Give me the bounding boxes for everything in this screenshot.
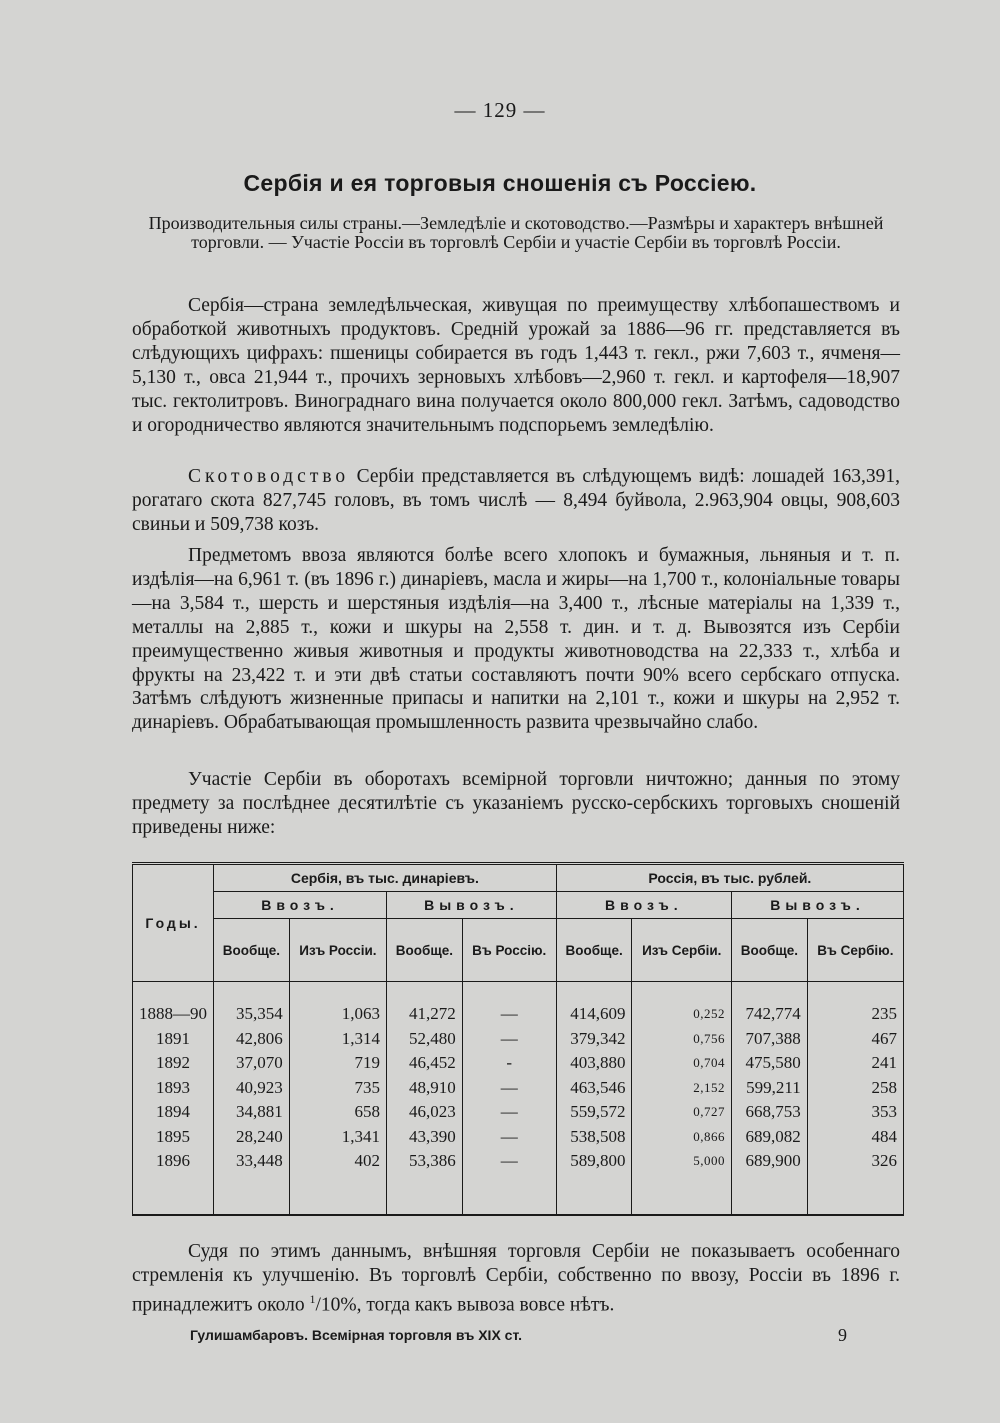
paragraph-text: Предметомъ ввоза являются болѣе всего хлопокъ и бумажныя, льняныя и т. п. издѣлія—на 6,961 т. (въ 1896 г.) динаріевъ, масла и жиры—на 1,700 т., колоніальные товары—на 3,584 т., шерсть и шерстяныя издѣлія—на 3,400 т., лѣсные матеріалы на 1,339 т., металлы на 2,885 т., кожи и шкуры на 2,558 т. дин. и т. д. Вывозятся изъ Сербіи преимущественно живыя животныя и продукты животноводства на 22,333 т., хлѣба и фрукты на 23,422 т. и эти двѣ статьи составляютъ почти 90% всего сербскаго отпуска. Затѣмъ слѣдуютъ жизненные припасы и напитки на 2,101 т., кожи и шкуры на 2,952 т. динаріевъ. Обрабатывающая промышленность развита чрезвычайно слабо. [132,545,900,734]
cell-serbia-import-from-russia: 402 [289,1149,386,1174]
cell-serbia-export-total: 41,272 [387,1002,463,1027]
cell-russia-import-total: 379,342 [556,1027,632,1052]
header-serbia-import-from-russia: Изъ Россіи. [289,919,386,982]
cell-year: 1888—90 [133,1002,214,1027]
cell-serbia-import-from-russia: 1,063 [289,1002,386,1027]
cell-serbia-import-from-russia: 719 [289,1051,386,1076]
cell-serbia-import-total: 35,354 [214,1002,290,1027]
header-serbia-export-to-russia: Въ Россію. [462,919,556,982]
cell-year: 1891 [133,1027,214,1052]
cell-russia-import-total: 414,609 [556,1002,632,1027]
cell-russia-export-to-serbia: 258 [807,1076,903,1101]
cell-russia-export-to-serbia: 235 [807,1002,903,1027]
table-row [133,1100,904,1125]
cell-serbia-import-from-russia: 658 [289,1100,386,1125]
cell-russia-export-to-serbia: 467 [807,1027,903,1052]
cell-serbia-export-to-russia: — [462,1100,556,1125]
paragraph-text: Участіе Сербіи въ оборотахъ всемірной торговли ничтожно; данныя по этому предмету за послѣднее десятилѣтіе съ указаніемъ русско-сербскихъ торговыхъ сношеній приведены ниже: [132,769,900,838]
page-number: — 129 — [454,98,546,122]
sheet-number: 9 [838,1325,847,1345]
header-serbia-import-total: Вообще. [214,919,290,982]
cell-serbia-export-to-russia: — [462,1027,556,1052]
table-row [133,1076,904,1101]
cell-serbia-import-total: 34,881 [214,1100,290,1125]
cell-russia-export-to-serbia: 353 [807,1100,903,1125]
cell-russia-import-from-serbia: 0,727 [632,1100,732,1125]
cell-serbia-export-total: 43,390 [387,1125,463,1150]
table-row [133,1125,904,1150]
cell-serbia-import-from-russia: 1,341 [289,1125,386,1150]
cell-year: 1892 [133,1051,214,1076]
cell-serbia-export-total: 46,452 [387,1051,463,1076]
cell-serbia-export-total: 53,386 [387,1149,463,1174]
cell-russia-import-total: 463,546 [556,1076,632,1101]
table-body [133,982,904,1215]
cell-serbia-import-from-russia: 735 [289,1076,386,1101]
paragraph-imports-exports [132,544,900,735]
cell-serbia-export-to-russia: — [462,1149,556,1174]
table-spacer [133,982,904,1003]
paragraph-livestock [132,465,900,537]
paragraph-text [132,1240,900,1317]
cell-serbia-export-to-russia: — [462,1076,556,1101]
cell-serbia-import-total: 40,923 [214,1076,290,1101]
cell-russia-import-total: 538,508 [556,1125,632,1150]
emphasis-term: Скотоводство [188,466,350,487]
header-serbia-import: Ввозъ. [214,892,387,919]
cell-russia-export-total: 668,753 [732,1100,808,1125]
paragraph-conclusion [132,1240,900,1317]
fraction-denominator: /10% [315,1294,357,1316]
cell-serbia-export-to-russia: — [462,1002,556,1027]
header-serbia-export-total: Вообще. [387,919,463,982]
fraction-numerator: 1 [309,1291,316,1306]
cell-serbia-import-total: 42,806 [214,1027,290,1052]
header-russia-export-to-serbia: Въ Сербію. [807,919,903,982]
header-russia: Россія, въ тыс. рублей. [556,864,903,892]
cell-year: 1893 [133,1076,214,1101]
paragraph-text-end: , тогда какъ вывоза вовсе нѣтъ. [356,1294,615,1316]
paragraph-text-start: Судя по этимъ даннымъ, внѣшняя торговля Сербіи не показываетъ особеннаго стремленія къ улучшенію. Въ торговлѣ Сербіи, собственно по ввозу, Россіи въ 1896 г. принадлежитъ около [132,1241,900,1316]
cell-russia-import-total: 559,572 [556,1100,632,1125]
cell-serbia-export-to-russia: - [462,1051,556,1076]
cell-serbia-export-total: 46,023 [387,1100,463,1125]
header-russia-export: Вывозъ. [732,892,904,919]
cell-russia-export-to-serbia: 326 [807,1149,903,1174]
table-spacer [133,1174,904,1215]
cell-year: 1894 [133,1100,214,1125]
cell-russia-export-to-serbia: 484 [807,1125,903,1150]
cell-russia-export-total: 707,388 [732,1027,808,1052]
header-serbia: Сербія, въ тыс. динаріевъ. [214,864,557,892]
paragraph-text: Сербія—страна земледѣльческая, живущая по преимуществу хлѣбопашествомъ и обработкой животныхъ продуктовъ. Средній урожай за 1886—96 гг. представляется въ слѣдующихъ цифрахъ: пшеницы собирается въ годъ 1,443 т. гекл., ржи 7,603 т., ячменя—5,130 т., овса 21,944 т., прочихъ зерновыхъ хлѣбовъ—2,960 т. гекл. и картофеля—18,907 тыс. гектолитровъ. Винограднаго вина получается около 800,000 гекл. Затѣмъ, садоводство и огородничество являются значительнымъ подспорьемъ земледѣлію. [132,295,900,436]
cell-russia-import-total: 403,880 [556,1051,632,1076]
header-russia-import-from-serbia: Изъ Сербіи. [632,919,732,982]
cell-russia-export-to-serbia: 241 [807,1051,903,1076]
cell-russia-export-total: 689,900 [732,1149,808,1174]
header-serbia-export: Вывозъ. [387,892,557,919]
cell-serbia-export-total: 52,480 [387,1027,463,1052]
cell-year: 1895 [133,1125,214,1150]
cell-russia-export-total: 599,211 [732,1076,808,1101]
header-years: Годы. [133,864,214,982]
chapter-summary: Производительныя силы страны.—Земледѣліе и скотоводство.—Размѣры и характеръ внѣшней торговли. — Участіе Россіи въ торговлѣ Сербіи и участіе Сербіи въ торговлѣ Россіи. [148,213,884,252]
cell-serbia-import-total: 33,448 [214,1149,290,1174]
cell-serbia-import-total: 28,240 [214,1125,290,1150]
header-russia-import-total: Вообще. [556,919,632,982]
cell-russia-import-total: 589,800 [556,1149,632,1174]
cell-russia-import-from-serbia: 2,152 [632,1076,732,1101]
paragraph-text [132,465,900,537]
table-row [133,1002,904,1027]
paragraph-world-trade [132,768,900,840]
footer-signature: Гулишамбаровъ. Всемірная торговля въ XIX ст. [190,1327,522,1343]
cell-russia-export-total: 689,082 [732,1125,808,1150]
chapter-title: Сербія и ея торговыя сношенія съ Россіею. [243,170,757,196]
cell-serbia-import-from-russia: 1,314 [289,1027,386,1052]
cell-year: 1896 [133,1149,214,1174]
cell-russia-import-from-serbia: 0,866 [632,1125,732,1150]
cell-serbia-import-total: 37,070 [214,1051,290,1076]
cell-russia-import-from-serbia: 0,756 [632,1027,732,1052]
cell-serbia-export-total: 48,910 [387,1076,463,1101]
table-row [133,1027,904,1052]
paragraph-agriculture [132,294,900,437]
paragraph-text-rest: Сербіи представляется въ слѣдующемъ видѣ: лошадей 163,391, рогатаго скота 827,745 головъ, въ томъ числѣ — 8,494 буйвола, 2.963,904 овцы, 908,603 свиньи и 509,738 козъ. [132,466,900,535]
cell-russia-export-total: 742,774 [732,1002,808,1027]
trade-table [132,862,904,1216]
table-row [133,1149,904,1174]
header-russia-import: Ввозъ. [556,892,731,919]
cell-russia-export-total: 475,580 [732,1051,808,1076]
cell-serbia-export-to-russia: — [462,1125,556,1150]
cell-russia-import-from-serbia: 5,000 [632,1149,732,1174]
cell-russia-import-from-serbia: 0,704 [632,1051,732,1076]
cell-russia-import-from-serbia: 0,252 [632,1002,732,1027]
table-row [133,1051,904,1076]
header-russia-export-total: Вообще. [732,919,808,982]
